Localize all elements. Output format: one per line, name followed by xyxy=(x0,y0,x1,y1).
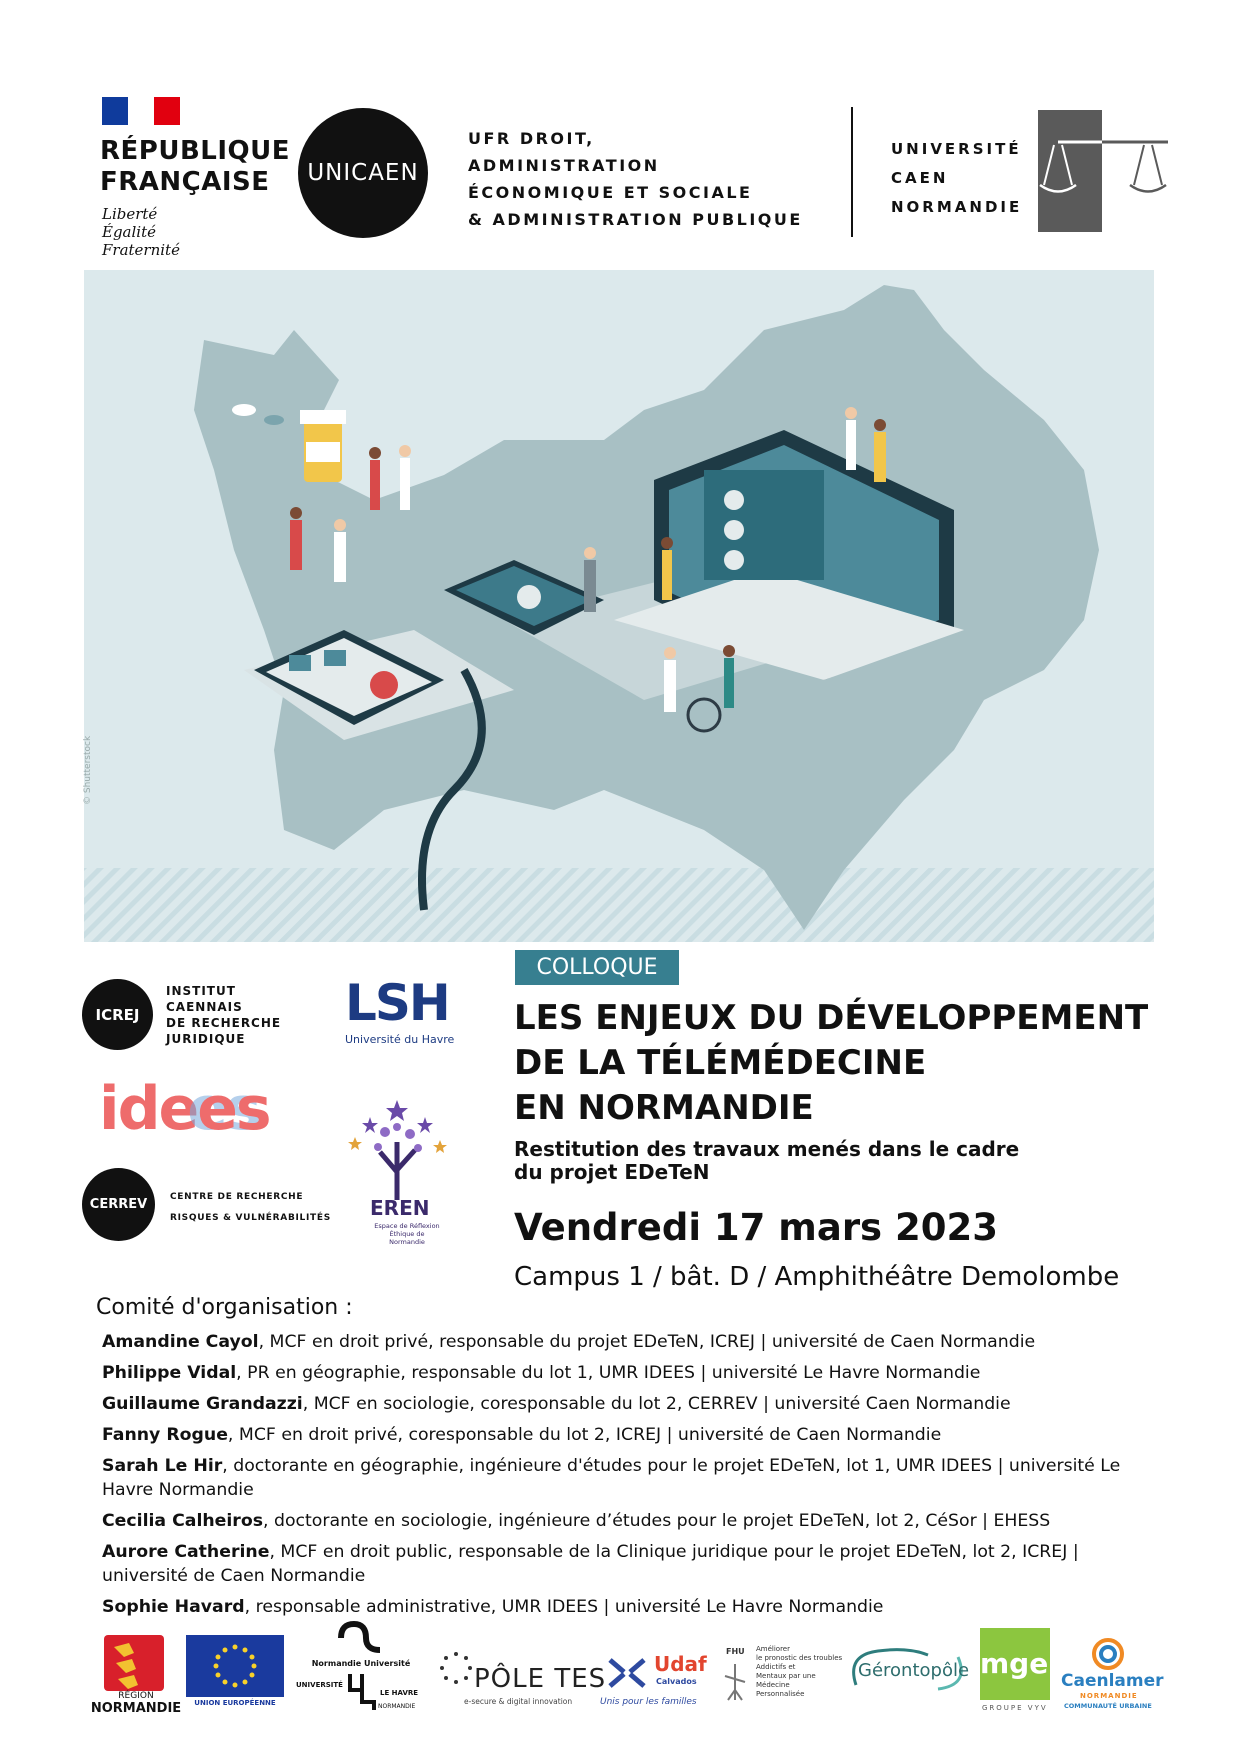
le-havre-label: LE HAVRE xyxy=(380,1689,419,1697)
member-role: , doctorante en géographie, ingénieure d'études pour le projet EDeTeN, lot 1, UMR IDEES | université Le Havre Normandie xyxy=(102,1456,1121,1500)
idees-logo-prefix: ide xyxy=(99,1074,198,1144)
pole-tes-tagline: e-secure & digital innovation xyxy=(464,1697,573,1706)
caenlamer-line: NORMANDIE xyxy=(1080,1692,1138,1700)
eren-subtitle: Espace de Réflexion Éthique de Normandie xyxy=(374,1222,440,1246)
normandy-map-illustration xyxy=(84,270,1154,942)
normandie-universite-logo-icon xyxy=(336,1620,386,1656)
scales-of-justice-icon xyxy=(1038,110,1188,232)
ufr-line: ÉCONOMIQUE ET SOCIALE xyxy=(468,183,753,202)
region-line: NORMANDIE xyxy=(90,1701,182,1716)
medicine-bottle-illustration xyxy=(300,410,346,482)
region-normandie-name xyxy=(81,1691,191,1716)
committee-title: Comité d'organisation : xyxy=(96,1295,353,1320)
event-title-line: EN NORMANDIE xyxy=(514,1088,814,1128)
event-subtitle-line: du projet EDeTeN xyxy=(514,1160,710,1184)
universite-line: NORMANDIE xyxy=(891,198,1023,216)
motto-line: Égalité xyxy=(102,223,156,241)
udaf-tagline: Unis pour les familles xyxy=(600,1697,697,1707)
region-line: RÉGION xyxy=(118,1691,154,1701)
member-role: , MCF en droit privé, coresponsable du lot 2, ICREJ | université de Caen Normandie xyxy=(227,1425,942,1445)
fhu-line: le pronostic des troubles xyxy=(756,1654,843,1662)
universite-line: CAEN xyxy=(891,169,949,187)
cerrev-logo xyxy=(82,1168,155,1241)
icrej-line: JURIDIQUE xyxy=(166,1032,246,1046)
republique-motto xyxy=(102,205,180,259)
committee-member xyxy=(102,1454,1162,1502)
member-role: , responsable administrative, UMR IDEES | université Le Havre Normandie xyxy=(244,1597,884,1617)
committee-member xyxy=(102,1423,1162,1447)
event-subtitle xyxy=(514,1138,1019,1184)
icrej-logo xyxy=(82,979,153,1050)
fhu-line: Addictifs et xyxy=(756,1663,796,1671)
unicaen-logo xyxy=(298,108,428,238)
fhu-description xyxy=(756,1645,842,1699)
republique-flag-icon xyxy=(102,97,180,125)
caenlamer-name: Caenlamer xyxy=(1061,1671,1164,1691)
member-name: Aurore Catherine xyxy=(102,1542,270,1562)
committee-member xyxy=(102,1330,1162,1354)
udaf-logo-icon xyxy=(604,1652,650,1694)
striped-ground xyxy=(84,868,1154,942)
pill-illustration xyxy=(232,404,256,416)
pole-tes-name: PÔLE TES xyxy=(474,1664,607,1694)
icrej-line: CAENNAIS xyxy=(166,1000,243,1014)
ufr-line: UFR DROIT, xyxy=(468,129,595,148)
event-subtitle-line: Restitution des travaux menés dans le cadre xyxy=(514,1137,1020,1161)
committee-list xyxy=(102,1330,1162,1626)
member-role: , doctorante en sociologie, ingénieure d’études pour le projet EDeTeN, lot 2, CéSor | EHESS xyxy=(263,1511,1051,1531)
member-role: , MCF en droit public, responsable de la Clinique juridique pour le projet EDeTeN, lot 2, ICREJ | université de Caen Normandie xyxy=(102,1542,1079,1586)
event-title xyxy=(514,996,1148,1131)
fhu-line: Médecine xyxy=(756,1681,790,1689)
udaf-name: Udaf xyxy=(654,1652,707,1676)
universite-line: UNIVERSITÉ xyxy=(891,140,1022,158)
eu-flag-icon xyxy=(186,1635,284,1697)
universite-label: UNIVERSITÉ xyxy=(296,1681,343,1689)
cerrev-name xyxy=(170,1187,331,1229)
idees-logo-suffix: es xyxy=(197,1074,270,1144)
cerrev-line: CENTRE DE RECHERCHE xyxy=(170,1192,304,1202)
normandie-label: NORMANDIE xyxy=(378,1703,416,1710)
member-name: Amandine Cayol xyxy=(102,1332,259,1352)
member-name: Cecilia Calheiros xyxy=(102,1511,263,1531)
motto-line: Fraternité xyxy=(102,241,180,259)
icrej-line: DE RECHERCHE xyxy=(166,1016,282,1030)
ufr-line: ADMINISTRATION xyxy=(468,156,660,175)
universite-caen-normandie-name xyxy=(891,135,1022,222)
icrej-name xyxy=(166,983,281,1047)
motto-line: Liberté xyxy=(102,205,158,223)
ufr-name xyxy=(468,125,803,233)
cerrev-logo-text: CERREV xyxy=(89,1197,148,1212)
eu-name: UNION EUROPÉENNE xyxy=(194,1699,276,1707)
fhu-line: Personnalisée xyxy=(756,1690,805,1698)
member-role: , PR en géographie, responsable du lot 1, UMR IDEES | université Le Havre Normandie xyxy=(236,1363,981,1383)
mgen-logo: mgen xyxy=(980,1628,1050,1700)
member-name: Fanny Rogue xyxy=(102,1425,228,1445)
normandie-universite-name: Normandie Université xyxy=(311,1659,411,1668)
fhu-line: Améliorer xyxy=(756,1645,790,1653)
event-date: Vendredi 17 mars 2023 xyxy=(514,1206,998,1249)
cerrev-line: RISQUES & VULNÉRABILITÉS xyxy=(170,1213,331,1223)
icrej-logo-text: ICREJ xyxy=(95,1005,140,1024)
le-havre-logo-icon xyxy=(348,1672,378,1712)
ufr-line: & ADMINISTRATION PUBLIQUE xyxy=(468,210,803,229)
event-venue: Campus 1 / bât. D / Amphithéâtre Demolombe xyxy=(514,1262,1120,1292)
image-credit: © Shutterstock xyxy=(83,735,93,805)
fhu-figure-icon xyxy=(720,1660,750,1706)
pole-tes-logo-icon xyxy=(438,1650,474,1686)
fhu-line: Mentaux par une xyxy=(756,1672,816,1680)
header-divider xyxy=(851,107,853,237)
eren-tree-logo-icon xyxy=(340,1092,455,1202)
event-title-line: DE LA TÉLÉMÉDECINE xyxy=(514,1043,927,1083)
committee-member xyxy=(102,1392,1162,1416)
icrej-line: INSTITUT xyxy=(166,984,236,998)
member-name: Sarah Le Hir xyxy=(102,1456,223,1476)
lsh-subtitle: Université du Havre xyxy=(345,1033,455,1046)
lsh-logo-text: LSH xyxy=(345,974,449,1032)
telemedicine-illustration xyxy=(84,270,1154,942)
member-name: Philippe Vidal xyxy=(102,1363,237,1383)
member-name: Sophie Havard xyxy=(102,1597,245,1617)
pill-illustration xyxy=(264,415,284,425)
unicaen-logo-text: UNICAEN xyxy=(307,160,419,186)
member-role: , MCF en sociologie, coresponsable du lot 2, CERREV | université Caen Normandie xyxy=(302,1394,1011,1414)
udaf-subtitle: Calvados xyxy=(656,1677,697,1686)
committee-member xyxy=(102,1361,1162,1385)
eren-name: EREN xyxy=(370,1196,430,1220)
rf-title-line: FRANÇAISE xyxy=(100,167,270,197)
gerontopole-name: Gérontopôle xyxy=(858,1660,970,1681)
event-title-line: LES ENJEUX DU DÉVELOPPEMENT xyxy=(514,998,1149,1038)
lsh-logo xyxy=(345,975,467,1046)
idees-logo xyxy=(99,1074,270,1144)
rf-title-line: RÉPUBLIQUE xyxy=(100,136,290,166)
member-name: Guillaume Grandazzi xyxy=(102,1394,303,1414)
region-normandie-logo-icon xyxy=(104,1635,164,1691)
fhu-name: FHU xyxy=(726,1647,745,1656)
committee-member xyxy=(102,1540,1162,1588)
committee-member xyxy=(102,1595,1162,1619)
mgen-group: GROUPE VYV xyxy=(982,1704,1048,1712)
colloque-badge: COLLOQUE xyxy=(515,950,679,985)
republique-francaise-title xyxy=(100,136,290,198)
committee-member xyxy=(102,1509,1162,1533)
member-role: , MCF en droit privé, responsable du projet EDeTeN, ICREJ | université de Caen Normandie xyxy=(258,1332,1036,1352)
caenlamer-logo-icon xyxy=(1090,1636,1126,1672)
caenlamer-line: COMMUNAUTÉ URBAINE xyxy=(1064,1702,1152,1710)
